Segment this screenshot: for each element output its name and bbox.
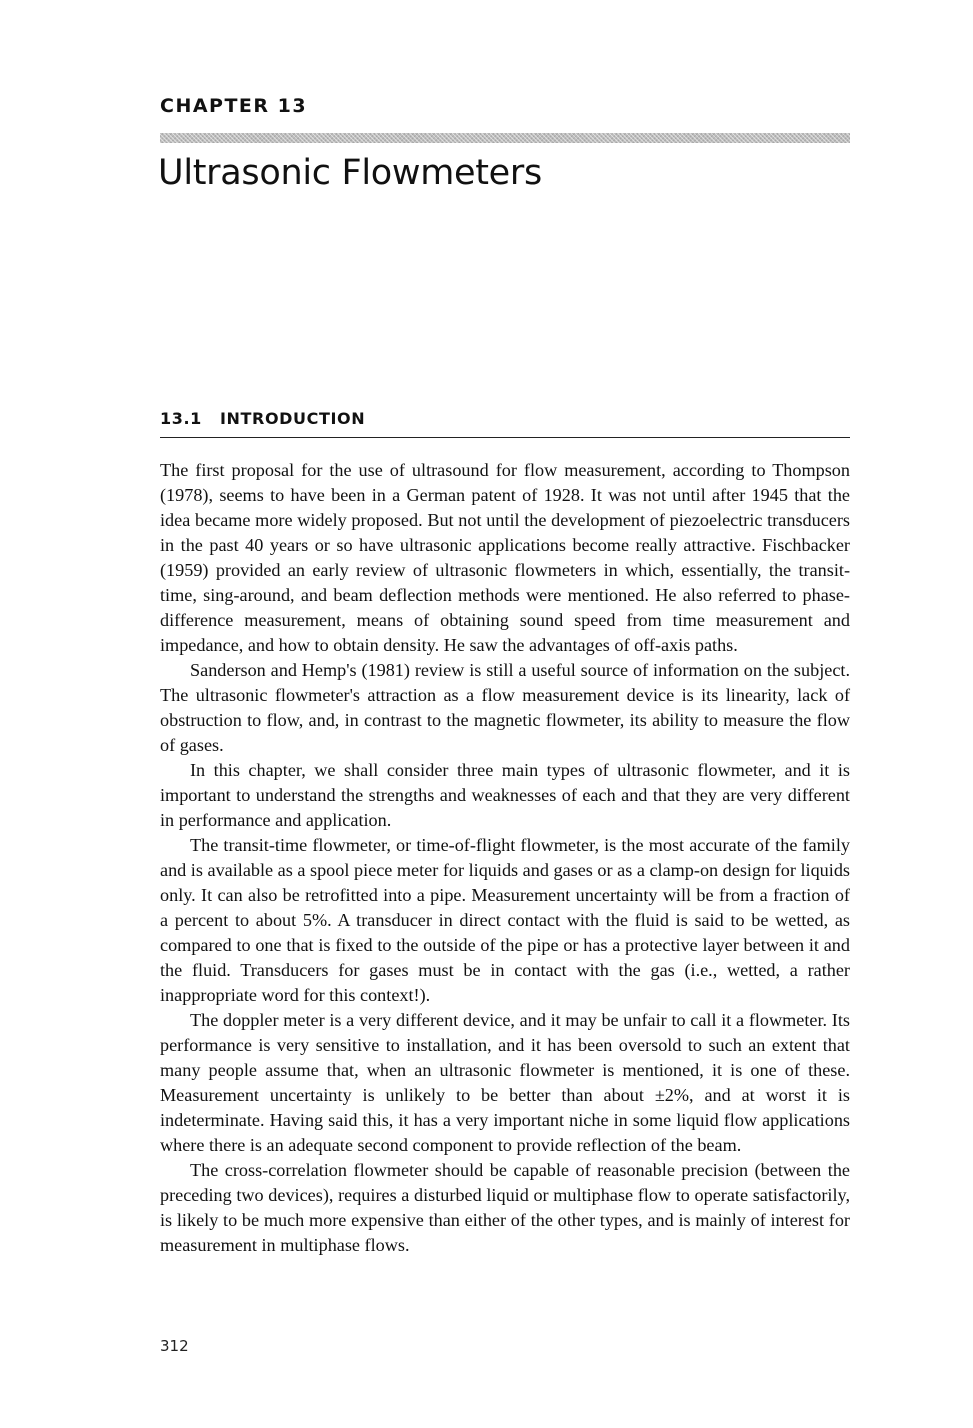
paragraph: The transit-time flowmeter, or time-of-flight flowmeter, is the most accurate of the family and is available as a spool piece meter for liquids and gases or as a clamp-on design for liquids only. It can also be retrofitted into a pipe. Measurement uncertainty will be from a fraction of a percent to about 5%. A transducer in direct contact with the fluid is said to be wetted, as compared to one that is fixed to the outside of the pipe or has a protective layer between it and the fluid. Transducers for gases must be in contact with the gas (i.e., wetted, a rather inappropriate word for this context!). <box>160 835 850 1005</box>
paragraph: Sanderson and Hemp's (1981) review is still a useful source of information on the subject. The ultrasonic flowmeter's attraction as a flow measurement device is its linearity, lack of obstruction to flow, and, in contrast to the magnetic flowmeter, its ability to measure the flow of gases. <box>160 660 850 755</box>
chapter-title: Ultrasonic Flowmeters <box>158 153 542 193</box>
paragraph: The doppler meter is a very different device, and it may be unfair to call it a flowmeter. Its performance is very sensitive to installation, and it has been oversold to such an extent that many people assume that, when an ultrasonic flowmeter is mentioned, it is one of these. Measurement uncertainty is unlikely to be better than about ±2%, and at worst it is indeterminate. Having said this, it has a very important niche in some liquid flow applications where there is an adequate second component to provide reflection of the beam. <box>160 1010 850 1155</box>
paragraph: The cross-correlation flowmeter should be capable of reasonable precision (between the preceding two devices), requires a disturbed liquid or multiphase flow to operate satisfactorily, is likely to be much more expensive than either of the other types, and is mainly of interest for measurement in multiphase flows. <box>160 1160 850 1255</box>
section-number: 13.1 <box>160 409 202 428</box>
chapter-label: CHAPTER 13 <box>160 95 308 117</box>
section-divider <box>160 437 850 438</box>
section-title: INTRODUCTION <box>220 409 366 428</box>
body-text <box>160 458 850 1258</box>
paragraph: In this chapter, we shall consider three main types of ultrasonic flowmeter, and it is important to understand the strengths and weaknesses of each and that they are very different in performance and application. <box>160 760 850 830</box>
page-number: 312 <box>160 1337 189 1355</box>
chapter-decorative-rule <box>160 133 850 143</box>
section-heading <box>160 409 850 428</box>
paragraph: The first proposal for the use of ultrasound for flow measurement, according to Thompson (1978), seems to have been in a German patent of 1928. It was not until after 1945 that the idea became more widely proposed. But not until the development of piezoelectric transducers in the past 40 years or so have ultrasonic applications become really attractive. Fischbacker (1959) provided an early review of ultrasonic flowmeters in which, essentially, the transit-time, sing-around, and beam deflection methods were mentioned. He also referred to phase-difference measurement, means of obtaining sound speed from time measurement and impedance, and how to obtain density. He saw the advantages of off-axis paths. <box>160 460 850 655</box>
